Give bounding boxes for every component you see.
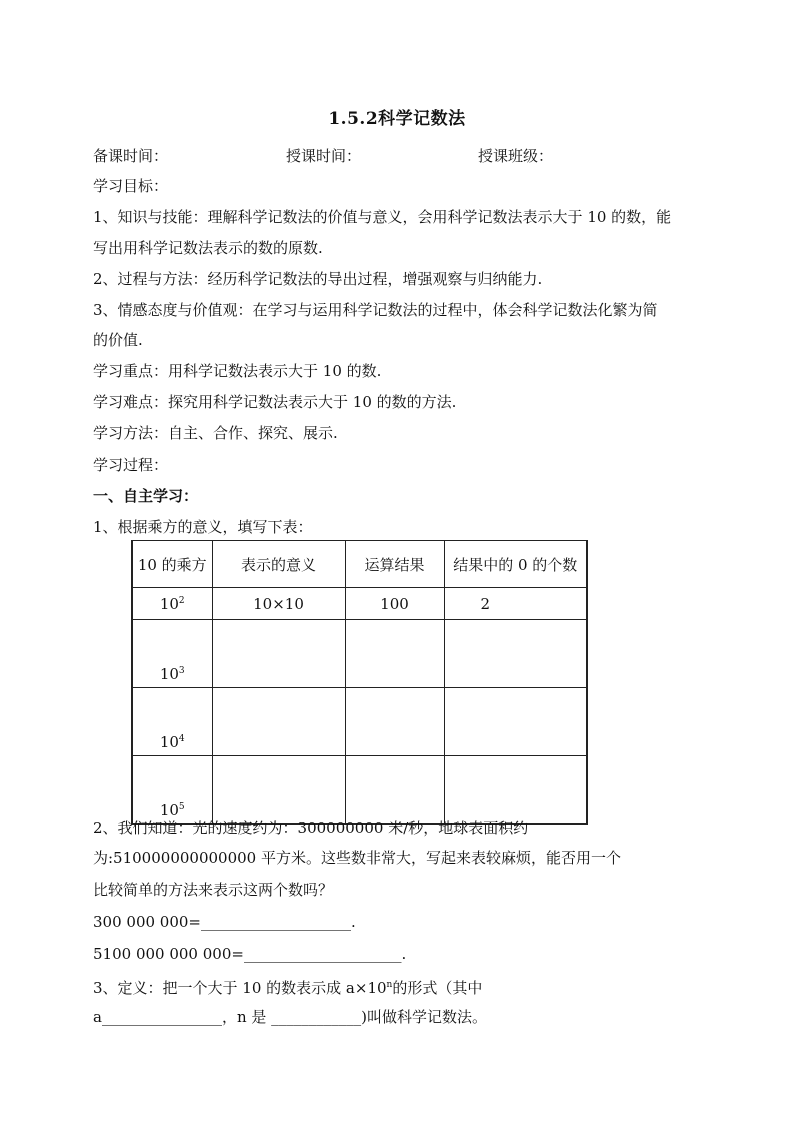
table-header-cell: 运算结果 — [345, 541, 444, 588]
table-header-cell: 结果中的 0 的个数 — [444, 541, 587, 588]
power-cell — [132, 688, 212, 756]
objective-1-line-1: 1、知识与技能：理解科学记数法的价值与意义，会用科学记数法表示大于 10 的数，能 — [93, 208, 672, 226]
q3-exponent: n — [386, 980, 393, 990]
power-base: 10 — [159, 733, 179, 751]
learning-difficulty: 学习难点：探究用科学记数法表示大于 10 的数的方法. — [93, 393, 457, 411]
section-self-study-heading: 一、自主学习： — [93, 487, 199, 505]
objectives-heading: 学习目标： — [93, 177, 169, 195]
power-cell — [132, 756, 212, 825]
meaning-cell: 10×10 — [212, 588, 345, 620]
question-2-line-2: 为:510000000000000 平方米。这些数非常大，写起来表较麻烦，能否用一个 — [93, 849, 621, 867]
zeros-value: 2 — [480, 594, 491, 613]
objective-2: 2、过程与方法：经历科学记数法的导出过程，增强观察与归纳能力. — [93, 270, 543, 288]
learning-method: 学习方法：自主、合作、探究、展示. — [93, 424, 338, 442]
zeros-cell[interactable] — [444, 756, 587, 825]
question-3-line-2[interactable]: a________________，n 是 ____________)叫做科学记数法。 — [93, 1008, 487, 1026]
zeros-cell — [444, 588, 587, 620]
prep-time-label: 备课时间： — [93, 147, 169, 165]
objective-1-line-2: 写出用科学记数法表示的数的原数. — [93, 239, 323, 257]
table-header-row — [132, 541, 587, 588]
power-exponent: 3 — [178, 666, 185, 676]
question-1: 1、根据乘方的意义，填写下表： — [93, 518, 313, 536]
power-base: 10 — [159, 801, 179, 819]
table-row — [132, 588, 587, 620]
table-header-cell: 表示的意义 — [212, 541, 345, 588]
objective-3-line-1: 3、情感态度与价值观：在学习与运用科学记数法的过程中，体会科学记数法化繁为简 — [93, 301, 658, 319]
question-2-line-3: 比较简单的方法来表示这两个数吗？ — [93, 881, 334, 899]
objective-3-line-2: 的价值. — [93, 331, 143, 349]
table-header-cell: 10 的乘方 — [132, 541, 212, 588]
power-exponent: 2 — [178, 595, 185, 606]
power-cell — [132, 588, 212, 620]
power-base: 10 — [159, 594, 179, 613]
q3-suffix: 的形式（其中 — [392, 979, 483, 997]
result-cell[interactable] — [345, 688, 444, 756]
result-cell[interactable] — [345, 756, 444, 825]
table-row — [132, 756, 587, 825]
power-cell — [132, 620, 212, 688]
meaning-cell[interactable] — [212, 756, 345, 825]
blank-light-speed[interactable]: 300 000 000=____________________. — [93, 913, 356, 931]
powers-of-ten-table — [131, 540, 588, 825]
zeros-cell[interactable] — [444, 620, 587, 688]
learning-focus: 学习重点：用科学记数法表示大于 10 的数. — [93, 362, 382, 380]
meaning-cell[interactable] — [212, 688, 345, 756]
teach-class-label: 授课班级： — [478, 147, 554, 165]
page-title: 1.5.2科学记数法 — [328, 109, 466, 129]
zeros-cell[interactable] — [444, 688, 587, 756]
meaning-cell[interactable] — [212, 620, 345, 688]
power-exponent: 5 — [178, 802, 185, 812]
table-row — [132, 620, 587, 688]
question-3-line-1 — [93, 975, 482, 998]
q3-prefix: 3、定义：把一个大于 10 的数表示成 a×10 — [93, 979, 387, 997]
blank-earth-area[interactable]: 5100 000 000 000=_____________________. — [93, 945, 407, 963]
teach-time-label: 授课时间： — [286, 147, 362, 165]
result-cell: 100 — [345, 588, 444, 620]
question-2-line-1: 2、我们知道：光的速度约为：300000000 米/秒，地球表面积约 — [93, 819, 529, 837]
learning-process-heading: 学习过程： — [93, 456, 169, 474]
result-cell[interactable] — [345, 620, 444, 688]
power-exponent: 4 — [178, 734, 185, 744]
power-base: 10 — [159, 665, 179, 683]
table-row — [132, 688, 587, 756]
